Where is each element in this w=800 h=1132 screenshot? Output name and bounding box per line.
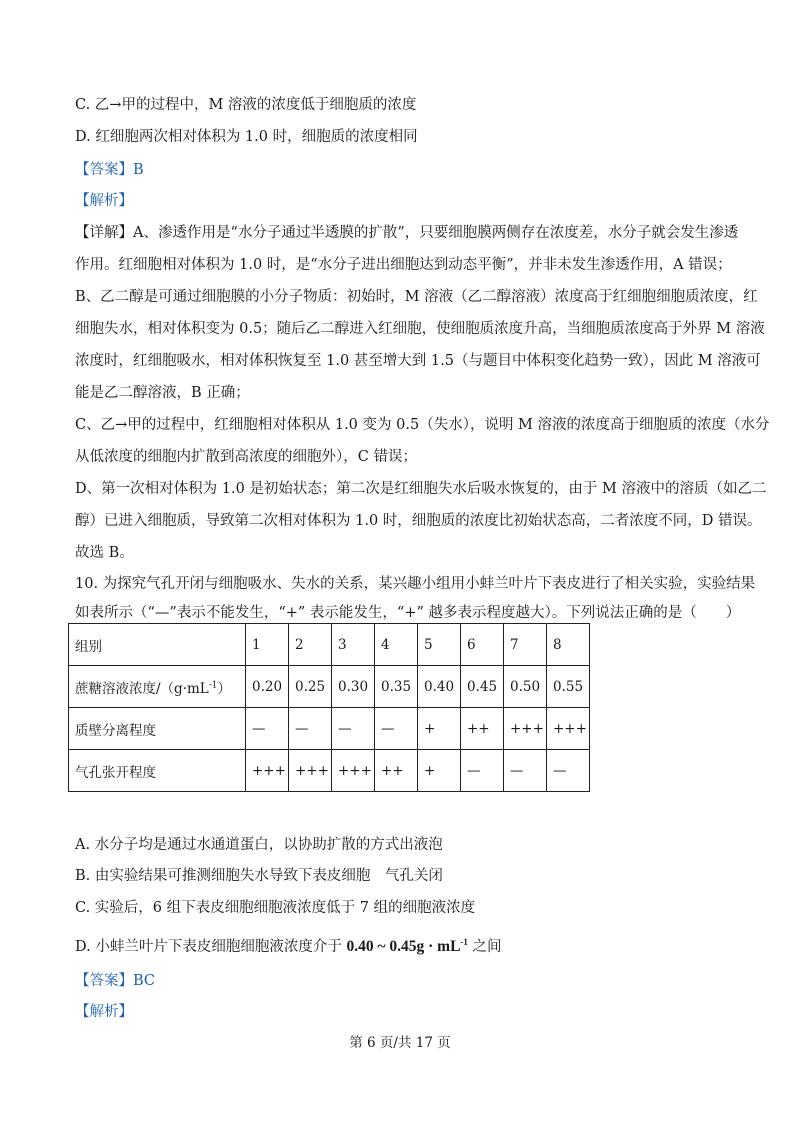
analysis-line: C、乙→甲的过程中，红细胞相对体积从 1.0 变为 0.5（失水），说明 M 溶液的浓度高于细胞质的浓度（水分	[75, 417, 770, 433]
row-header-plasmolysis: 质壁分离程度	[69, 708, 246, 750]
analysis-line: B、乙二醇是可通过细胞膜的小分子物质：初始时，M 溶液（乙二醇溶液）浓度高于红细胞细胞质浓度，红	[75, 289, 758, 305]
table-cell: +++	[246, 750, 289, 792]
table-row	[69, 624, 590, 666]
analysis-line: D、第一次相对体积为 1.0 是初始状态；第二次是红细胞失水后吸水恢复的，由于 M 溶液中的溶质（如乙二	[75, 481, 767, 497]
table-cell: 3	[332, 624, 375, 666]
row-header-stomata: 气孔张开程度	[69, 750, 246, 792]
analysis-line: 故选 B。	[75, 545, 134, 561]
option-d	[75, 932, 502, 957]
header-text: 蔗糖溶液浓度/（g·mL	[75, 680, 209, 697]
table-cell: 4	[375, 624, 418, 666]
analysis-label-q9: 【解析】	[75, 193, 133, 209]
table-cell: 7	[504, 624, 547, 666]
table-cell: 0.25	[289, 666, 332, 708]
table-cell: —	[461, 750, 504, 792]
question-10-stem: 如表所示（“—”表示不能发生，“+” 表示能发生，“+” 越多表示程度越大）。下列说法正确的是（ ）	[75, 605, 741, 621]
table-cell: ++	[461, 708, 504, 750]
page-footer: 第 6 页/共 17 页	[349, 1035, 451, 1051]
table-cell: —	[375, 708, 418, 750]
table-cell: —	[332, 708, 375, 750]
option-a: A. 水分子均是通过水通道蛋白，以协助扩散的方式出液泡	[75, 837, 443, 853]
table-cell: 0.45	[461, 666, 504, 708]
table-cell: 0.50	[504, 666, 547, 708]
results-table	[68, 623, 590, 792]
table-cell: —	[547, 750, 590, 792]
table-cell: 1	[246, 624, 289, 666]
option-c: C. 实验后，6 组下表皮细胞细胞液浓度低于 7 组的细胞液浓度	[75, 900, 476, 916]
formula-superscript: -1	[460, 937, 468, 947]
option-d-prev: D. 红细胞两次相对体积为 1.0 时，细胞质的浓度相同	[75, 129, 418, 145]
option-c-prev: C. 乙→甲的过程中，M 溶液的浓度低于细胞质的浓度	[75, 97, 417, 113]
table-cell: +	[418, 708, 461, 750]
table-cell: +	[418, 750, 461, 792]
option-b: B. 由实验结果可推测细胞失水导致下表皮细胞 气孔关闭	[75, 868, 443, 884]
table-cell: +++	[547, 708, 590, 750]
table-row	[69, 666, 590, 708]
row-header-group: 组别	[69, 624, 246, 666]
table-cell: +++	[289, 750, 332, 792]
analysis-line: 能是乙二醇溶液，B 正确；	[75, 385, 250, 401]
table-cell: —	[504, 750, 547, 792]
table-cell: —	[246, 708, 289, 750]
option-d-suffix: 之间	[472, 938, 502, 955]
table-cell: 5	[418, 624, 461, 666]
table-cell: 8	[547, 624, 590, 666]
table-cell: 2	[289, 624, 332, 666]
option-d-text: D. 小蚌兰叶片下表皮细胞细胞液浓度介于	[75, 938, 342, 955]
unit-superscript: -1	[208, 680, 218, 690]
analysis-label-q10: 【解析】	[75, 1004, 133, 1020]
analysis-line: 作用。红细胞相对体积为 1.0 时，是“水分子进出细胞达到动态平衡”，并非未发生渗透作用，A 错误；	[75, 257, 732, 273]
analysis-line: 醇）已进入细胞质，导致第二次相对体积为 1.0 时，细胞质的浓度比初始状态高，二者浓度不同，D 错误。	[75, 513, 762, 529]
analysis-line: 从低浓度的细胞内扩散到高浓度的细胞外），C 错误；	[75, 449, 417, 465]
table-cell: 0.40	[418, 666, 461, 708]
table-cell: 6	[461, 624, 504, 666]
analysis-line: 细胞失水，相对体积变为 0.5；随后乙二醇进入红细胞，使细胞质浓度升高，当细胞质浓度高于外界 M 溶液	[75, 321, 765, 337]
table-row	[69, 708, 590, 750]
table-cell: 0.30	[332, 666, 375, 708]
table-cell: ++	[375, 750, 418, 792]
analysis-line: 浓度时，红细胞吸水，相对体积恢复至 1.0 甚至增大到 1.5（与题目中体积变化趋势一致），因此 M 溶液可	[75, 353, 761, 369]
table-cell: —	[289, 708, 332, 750]
table-cell: 0.55	[547, 666, 590, 708]
concentration-formula: 0.40 ~ 0.45g · mL	[346, 937, 461, 955]
table-row	[69, 750, 590, 792]
answer-label-q10: 【答案】BC	[75, 973, 156, 989]
question-10-stem: 10. 为探究气孔开闭与细胞吸水、失水的关系，某兴趣小组用小蚌兰叶片下表皮进行了相关实验，实验结果	[75, 576, 756, 592]
header-text: ）	[217, 680, 232, 697]
table-cell: 0.20	[246, 666, 289, 708]
table-cell: 0.35	[375, 666, 418, 708]
answer-label-q9: 【答案】B	[75, 162, 144, 178]
row-header-concentration	[69, 666, 246, 708]
table-cell: +++	[504, 708, 547, 750]
analysis-line: 【详解】A、渗透作用是“水分子通过半透膜的扩散”，只要细胞膜两侧存在浓度差，水分子就会发生渗透	[75, 225, 739, 241]
table-cell: +++	[332, 750, 375, 792]
